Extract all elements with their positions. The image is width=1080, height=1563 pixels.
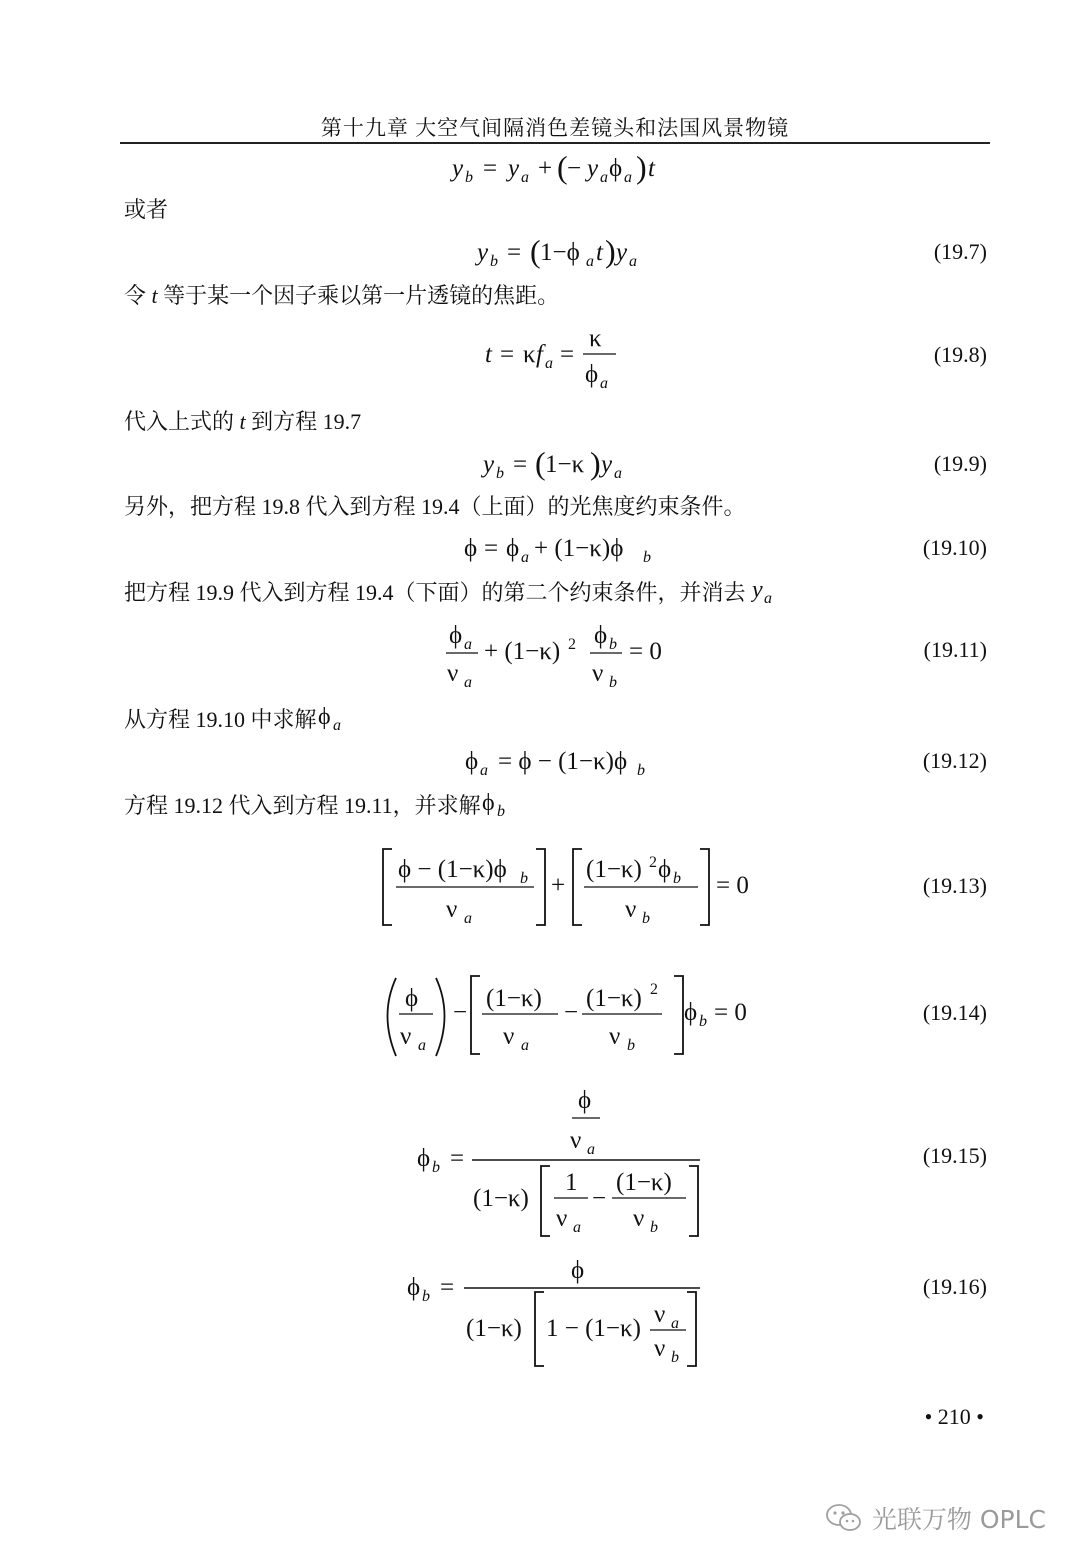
- svg-text:a: a: [600, 169, 608, 186]
- text-para: 方程 19.12 代入到方程 19.11，并求解 ϕ b: [124, 790, 511, 820]
- equation-number: (19.10): [922, 535, 987, 560]
- svg-text:(1−κ): (1−κ): [586, 985, 642, 1012]
- svg-text:a: a: [464, 674, 472, 691]
- svg-text:=: =: [513, 451, 528, 478]
- svg-text:a: a: [521, 549, 529, 566]
- svg-text:ϕ: ϕ: [317, 704, 331, 730]
- svg-text:ϕ: ϕ: [465, 748, 479, 775]
- text-para: 或者: [124, 197, 169, 222]
- svg-text:a: a: [521, 169, 529, 186]
- svg-text:ϕ: ϕ: [609, 155, 623, 182]
- svg-text:1−ϕ: 1−ϕ: [540, 239, 580, 266]
- svg-text:b: b: [422, 1288, 430, 1305]
- inline-math-phi-b: [481, 790, 511, 820]
- svg-text:ν: ν: [400, 1023, 412, 1050]
- equation-number: (19.9): [933, 451, 987, 476]
- svg-text:b: b: [496, 465, 504, 482]
- svg-text:ϕ: ϕ: [684, 999, 698, 1026]
- svg-text:a: a: [464, 636, 472, 653]
- svg-text:t: t: [485, 341, 492, 368]
- svg-text:2: 2: [568, 636, 576, 653]
- svg-text:−: −: [592, 1185, 607, 1212]
- svg-text:b: b: [520, 870, 528, 887]
- svg-text:b: b: [673, 870, 681, 887]
- svg-text:y: y: [477, 239, 489, 266]
- chapter-header: 第十九章 大空气间隔消色差镜头和法国风景物镜: [320, 116, 790, 140]
- svg-text:ϕ: ϕ: [405, 985, 419, 1012]
- svg-text:=: =: [560, 341, 575, 368]
- svg-text:=: =: [440, 1274, 455, 1301]
- svg-text:ν: ν: [654, 1301, 666, 1328]
- svg-text:a: a: [629, 253, 637, 270]
- svg-text:ν: ν: [625, 896, 637, 923]
- equation-number: (19.11): [923, 637, 987, 662]
- svg-text:y: y: [616, 239, 628, 266]
- equation-number: (19.15): [922, 1143, 987, 1168]
- svg-text:a: a: [573, 1219, 581, 1236]
- svg-text:=: =: [500, 341, 515, 368]
- svg-text:): ): [636, 149, 647, 185]
- svg-text:+ (1−κ): + (1−κ): [484, 638, 561, 665]
- text-para: 代入上式的 t 到方程 19.7: [124, 409, 362, 434]
- svg-text:=: =: [507, 239, 522, 266]
- svg-text:): ): [590, 445, 601, 481]
- wechat-icon: [824, 1502, 864, 1534]
- svg-text:ϕ: ϕ: [417, 1145, 431, 1172]
- text-para: 令 t 等于某一个因子乘以第一片透镜的焦距。: [124, 283, 560, 308]
- svg-text:b: b: [465, 169, 473, 186]
- svg-text:−: −: [567, 155, 582, 182]
- svg-text:= 0: = 0: [716, 872, 749, 899]
- svg-text:a: a: [764, 590, 773, 607]
- svg-text:b: b: [490, 253, 498, 270]
- text-para: 把方程 19.9 代入到方程 19.4（下面）的第二个约束条件，并消去 y a: [124, 577, 777, 607]
- equation-number: (19.12): [922, 748, 987, 773]
- svg-text:ν: ν: [446, 896, 458, 923]
- svg-text:(1−κ): (1−κ): [473, 1185, 529, 1212]
- svg-text:+ (1−κ)ϕ: + (1−κ)ϕ: [534, 535, 624, 562]
- svg-text:b: b: [650, 1219, 658, 1236]
- inline-math-ya: [751, 577, 777, 607]
- svg-text:b: b: [609, 674, 617, 691]
- svg-text:2: 2: [649, 854, 657, 871]
- svg-text:a: a: [600, 375, 608, 392]
- header-rule: [120, 142, 990, 144]
- svg-text:a: a: [614, 465, 622, 482]
- svg-text:(: (: [557, 149, 568, 185]
- svg-text:=: =: [483, 155, 498, 182]
- svg-text:ϕ: ϕ: [464, 535, 478, 562]
- svg-text:ν: ν: [633, 1205, 645, 1232]
- svg-text:(1−κ): (1−κ): [466, 1315, 522, 1342]
- svg-text:1−κ: 1−κ: [545, 451, 585, 478]
- svg-text:(: (: [535, 445, 546, 481]
- svg-text:y: y: [752, 577, 763, 603]
- svg-text:a: a: [586, 253, 594, 270]
- inline-math-phi-a: [317, 704, 347, 734]
- svg-text:κ: κ: [523, 341, 536, 368]
- equation-number: (19.8): [933, 342, 987, 367]
- svg-text:ν: ν: [570, 1127, 582, 1154]
- svg-text:1: 1: [565, 1169, 578, 1196]
- svg-text:b: b: [642, 910, 650, 927]
- svg-text:f: f: [536, 341, 543, 368]
- svg-text:=: =: [484, 535, 499, 562]
- svg-text:(1−κ): (1−κ): [586, 856, 642, 883]
- svg-text:+: +: [551, 872, 566, 899]
- svg-text:= 0: = 0: [714, 999, 747, 1026]
- svg-text:a: a: [464, 910, 472, 927]
- svg-text:b: b: [609, 636, 617, 653]
- svg-text:−: −: [453, 999, 468, 1026]
- svg-text:b: b: [432, 1159, 440, 1176]
- svg-text:ν: ν: [654, 1335, 666, 1362]
- svg-text:b: b: [699, 1013, 707, 1030]
- svg-text:y: y: [601, 451, 613, 478]
- svg-text:a: a: [521, 1037, 529, 1054]
- svg-text:−: −: [564, 999, 579, 1026]
- svg-text:ϕ: ϕ: [506, 535, 520, 562]
- svg-text:t: t: [648, 155, 655, 182]
- svg-text:κ: κ: [589, 325, 602, 352]
- svg-text:a: a: [332, 717, 341, 734]
- svg-text:b: b: [671, 1349, 679, 1366]
- svg-text:y: y: [587, 155, 599, 182]
- watermark-text: 光联万物 OPLC: [871, 1505, 1046, 1534]
- svg-text:(1−κ): (1−κ): [616, 1169, 672, 1196]
- svg-text:b: b: [627, 1037, 635, 1054]
- svg-text:ϕ: ϕ: [571, 1257, 585, 1284]
- svg-text:a: a: [480, 762, 488, 779]
- text-para: 从方程 19.10 中求解 ϕ a: [124, 704, 347, 734]
- svg-text:y: y: [483, 451, 495, 478]
- svg-text:=: =: [450, 1145, 465, 1172]
- svg-text:ν: ν: [592, 660, 604, 687]
- svg-text:ϕ: ϕ: [407, 1274, 421, 1301]
- page-number: • 210 •: [924, 1404, 984, 1429]
- watermark: [824, 1500, 1046, 1536]
- svg-text:y: y: [452, 155, 464, 182]
- svg-text:ν: ν: [447, 660, 459, 687]
- equation-number: (19.7): [933, 239, 987, 264]
- svg-text:(1−κ): (1−κ): [486, 985, 542, 1012]
- svg-text:ν: ν: [609, 1023, 621, 1050]
- svg-text:b: b: [496, 803, 505, 820]
- svg-text:= 0: = 0: [629, 638, 662, 665]
- svg-text:t: t: [596, 239, 603, 266]
- svg-text:ϕ: ϕ: [578, 1087, 592, 1114]
- svg-text:= ϕ − (1−κ)ϕ: = ϕ − (1−κ)ϕ: [498, 748, 628, 775]
- svg-text:1 − (1−κ): 1 − (1−κ): [546, 1315, 641, 1342]
- svg-text:(: (: [530, 233, 541, 269]
- svg-text:ϕ − (1−κ)ϕ: ϕ − (1−κ)ϕ: [398, 856, 507, 883]
- equation-number: (19.14): [922, 1000, 987, 1025]
- svg-text:ϕ: ϕ: [481, 790, 495, 816]
- svg-text:): ): [605, 233, 616, 269]
- svg-text:b: b: [643, 549, 651, 566]
- svg-text:a: a: [545, 355, 553, 372]
- svg-text:ϕ: ϕ: [585, 361, 599, 388]
- svg-text:b: b: [637, 762, 645, 779]
- svg-text:ν: ν: [556, 1205, 568, 1232]
- svg-text:y: y: [508, 155, 520, 182]
- svg-text:a: a: [418, 1037, 426, 1054]
- svg-text:a: a: [587, 1141, 595, 1158]
- equation-number: (19.13): [922, 873, 987, 898]
- svg-text:ϕ: ϕ: [449, 622, 463, 649]
- svg-text:ϕ: ϕ: [658, 856, 672, 883]
- text-para: 另外，把方程 19.8 代入到方程 19.4（上面）的光焦度约束条件。: [124, 494, 746, 519]
- svg-text:a: a: [624, 169, 632, 186]
- equation-number: (19.16): [922, 1274, 987, 1299]
- svg-text:ν: ν: [503, 1023, 515, 1050]
- svg-text:+: +: [538, 155, 553, 182]
- svg-text:2: 2: [650, 981, 658, 998]
- svg-text:ϕ: ϕ: [594, 622, 608, 649]
- svg-text:a: a: [671, 1315, 679, 1332]
